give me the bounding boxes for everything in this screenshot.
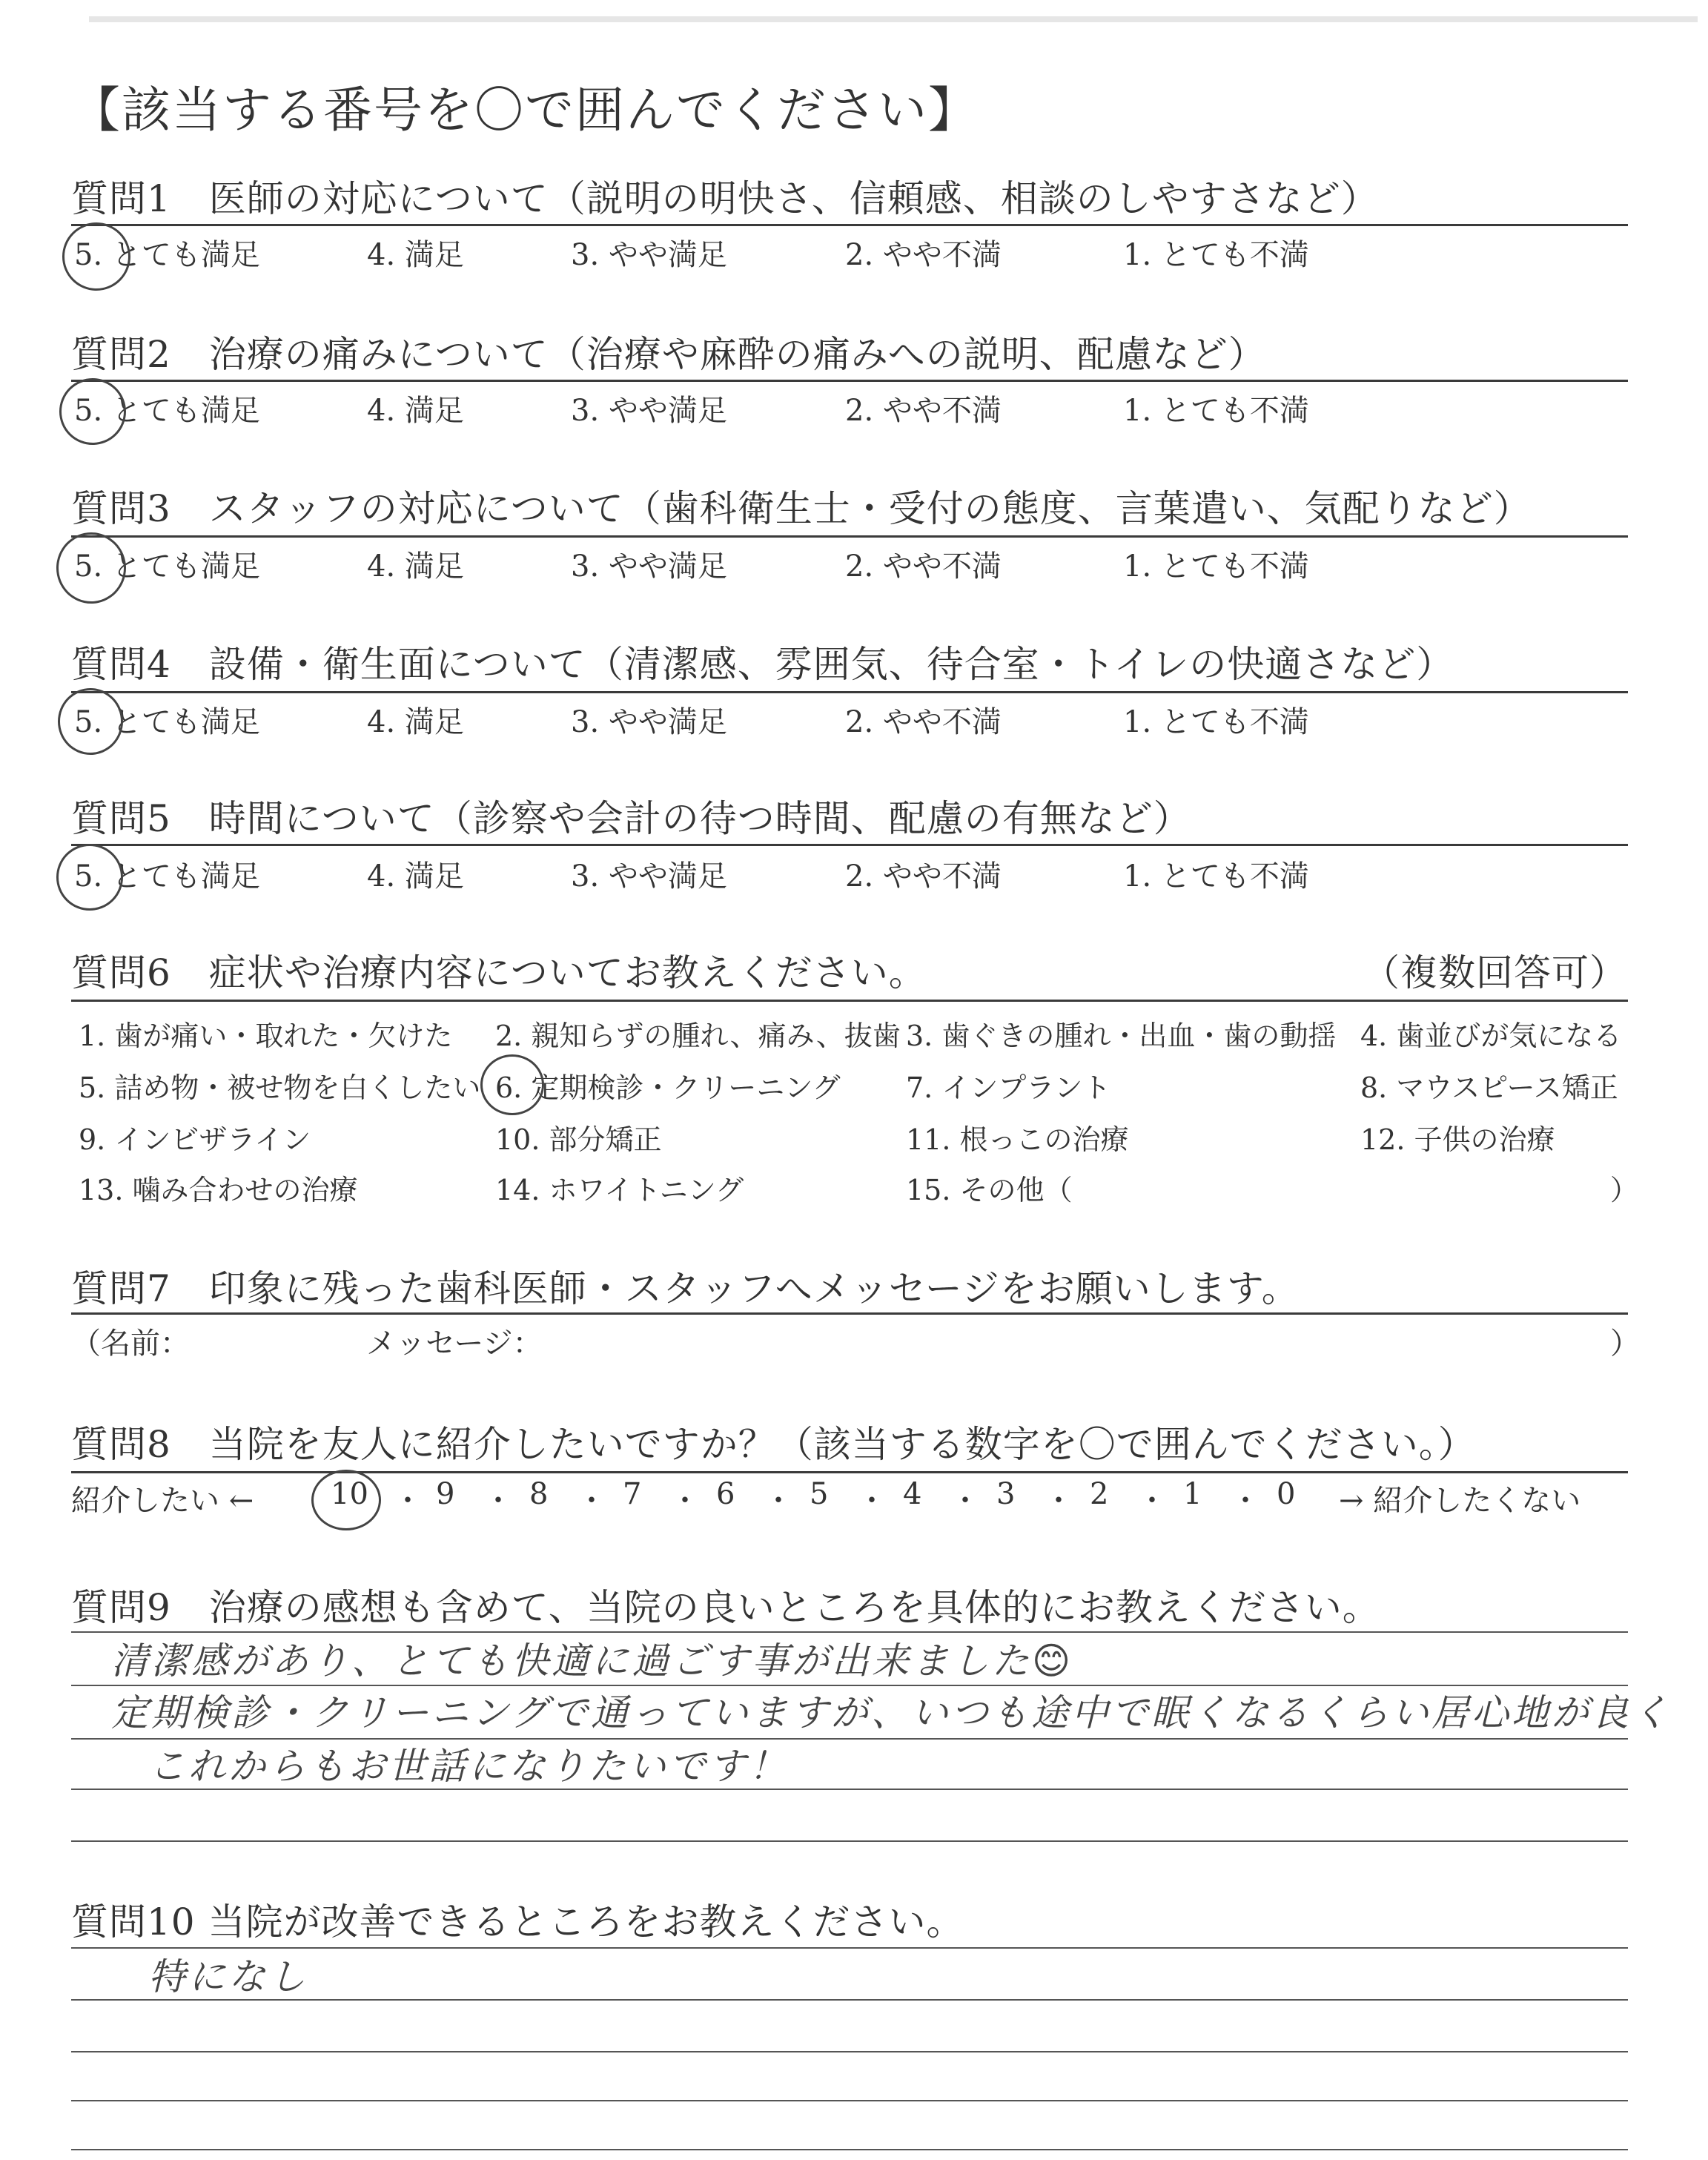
- q8-score-3[interactable]: 3: [996, 1477, 1016, 1511]
- q1-answer-circle: [62, 222, 130, 291]
- question-3-rule: [71, 535, 1628, 538]
- q3-option-2[interactable]: 2. やや不満: [845, 549, 1002, 584]
- q8-score-5[interactable]: 5: [810, 1477, 829, 1511]
- q5-option-3[interactable]: 3. やや満足: [571, 859, 727, 894]
- q1-option-2[interactable]: 2. やや不満: [845, 238, 1002, 272]
- q6-item-15[interactable]: 15. その他（: [906, 1174, 1073, 1206]
- q8-score-4[interactable]: 4: [903, 1477, 922, 1511]
- q8-separator: ・: [857, 1484, 887, 1518]
- q8-separator: ・: [1137, 1484, 1167, 1518]
- q6-item-1[interactable]: 1. 歯が痛い・取れた・欠けた: [79, 1020, 453, 1052]
- q6-item-6[interactable]: 6. 定期検診・クリーニング: [495, 1071, 841, 1104]
- q3-option-4[interactable]: 4. 満足: [367, 549, 464, 584]
- q5-option-2[interactable]: 2. やや不満: [845, 859, 1002, 894]
- q10-writing-line: [71, 2100, 1628, 2101]
- q6-item-2[interactable]: 2. 親知らずの腫れ、痛み、抜歯: [495, 1020, 901, 1052]
- q7-message-label: メッセージ：: [366, 1327, 543, 1361]
- question-8-rule: [71, 1471, 1628, 1473]
- q9-handwritten-answer-line-1: 清潔感があり、とても快適に過ごす事が出来ました😊: [111, 1639, 1074, 1682]
- q8-separator: ・: [670, 1484, 700, 1518]
- q8-separator: ・: [577, 1484, 606, 1518]
- q2-option-2[interactable]: 2. やや不満: [845, 394, 1002, 428]
- q8-separator: ・: [1044, 1484, 1073, 1518]
- q4-option-3[interactable]: 3. やや満足: [571, 705, 727, 739]
- question-6-note: （複数回答可）: [1363, 951, 1627, 994]
- q3-option-5[interactable]: 5. とても満足: [74, 549, 260, 584]
- question-7-title: 質問7 印象に残った歯科医師・スタッフへメッセージをお願いします。: [71, 1267, 1300, 1310]
- q4-option-4[interactable]: 4. 満足: [367, 705, 464, 739]
- question-1-title: 質問1 医師の対応について（説明の明快さ、信頼感、相談のしやすさなど）: [71, 177, 1379, 220]
- q8-separator: ・: [483, 1484, 513, 1518]
- q8-score-0[interactable]: 0: [1277, 1477, 1296, 1511]
- q6-other-close-paren: ）: [1610, 1174, 1639, 1206]
- q8-right-label: → 紹介したくない: [1339, 1484, 1581, 1518]
- question-1-rule: [71, 224, 1628, 226]
- q9-writing-line: [71, 1840, 1628, 1842]
- q2-option-3[interactable]: 3. やや満足: [571, 394, 727, 428]
- question-7-rule: [71, 1312, 1628, 1315]
- q6-item-12[interactable]: 12. 子供の治療: [1360, 1123, 1555, 1156]
- q10-writing-line: [71, 2051, 1628, 2052]
- q5-option-1[interactable]: 1. とても不満: [1123, 859, 1309, 894]
- q4-option-5[interactable]: 5. とても満足: [74, 705, 260, 739]
- q8-separator: ・: [1231, 1484, 1260, 1518]
- q8-score-2[interactable]: 2: [1090, 1477, 1109, 1511]
- q6-item-13[interactable]: 13. 噛み合わせの治療: [79, 1174, 358, 1206]
- q10-writing-line: [71, 2149, 1628, 2150]
- q8-score-6[interactable]: 6: [716, 1477, 735, 1511]
- question-4-rule: [71, 691, 1628, 693]
- scan-top-edge: [89, 16, 1698, 22]
- q2-option-5[interactable]: 5. とても満足: [74, 394, 260, 428]
- q1-option-5[interactable]: 5. とても満足: [74, 238, 260, 272]
- q6-item-3[interactable]: 3. 歯ぐきの腫れ・出血・歯の動揺: [906, 1020, 1337, 1052]
- q7-name-label: （名前：: [71, 1327, 190, 1361]
- q8-separator: ・: [764, 1484, 793, 1518]
- question-5-title: 質問5 時間について（診察や会計の待つ時間、配慮の有無など）: [71, 797, 1191, 840]
- q6-item-11[interactable]: 11. 根っこの治療: [906, 1123, 1129, 1156]
- question-8-title: 質問8 当院を友人に紹介したいですか？（該当する数字を〇で囲んでください。）: [71, 1423, 1476, 1466]
- q2-option-4[interactable]: 4. 満足: [367, 394, 464, 428]
- q8-separator: ・: [393, 1484, 423, 1518]
- q8-separator: ・: [950, 1484, 980, 1518]
- question-4-title: 質問4 設備・衛生面について（清潔感、雰囲気、待合室・トイレの快適さなど）: [71, 643, 1454, 686]
- q3-option-3[interactable]: 3. やや満足: [571, 549, 727, 584]
- q6-item-8[interactable]: 8. マウスピース矯正: [1360, 1071, 1618, 1104]
- question-6-title: 質問6 症状や治療内容についてお教えください。: [71, 951, 927, 994]
- q3-option-1[interactable]: 1. とても不満: [1123, 549, 1309, 584]
- q8-score-7[interactable]: 7: [623, 1477, 642, 1511]
- q8-score-1[interactable]: 1: [1183, 1477, 1202, 1511]
- q5-answer-circle: [56, 844, 123, 911]
- question-6-rule: [71, 1000, 1628, 1002]
- q6-answer-circle: [480, 1054, 544, 1115]
- q10-handwritten-answer: 特になし: [148, 1955, 308, 1998]
- q6-item-14[interactable]: 14. ホワイトニング: [495, 1174, 744, 1206]
- q8-answer-circle: [311, 1470, 381, 1530]
- q6-item-7[interactable]: 7. インプラント: [906, 1071, 1111, 1104]
- q4-option-1[interactable]: 1. とても不満: [1123, 705, 1309, 739]
- q7-close-paren: ）: [1610, 1327, 1640, 1361]
- question-10-title: 質問10 当院が改善できるところをお教えください。: [71, 1900, 964, 1943]
- q2-option-1[interactable]: 1. とても不満: [1123, 394, 1309, 428]
- page-title: 【該当する番号を〇で囲んでください】: [71, 82, 979, 139]
- q4-option-2[interactable]: 2. やや不満: [845, 705, 1002, 739]
- q9-handwritten-answer-line-2: 定期検診・クリーニングで通っていますが、いつも途中で眠くなるくらい居心地が良く: [111, 1691, 1672, 1734]
- q9-handwritten-answer-line-3: これからもお世話になりたいです！: [148, 1745, 789, 1788]
- q6-item-4[interactable]: 4. 歯並びが気になる: [1360, 1020, 1622, 1052]
- q1-option-1[interactable]: 1. とても不満: [1123, 238, 1309, 272]
- q8-score-8[interactable]: 8: [529, 1477, 549, 1511]
- q8-score-10[interactable]: 10: [331, 1477, 368, 1511]
- q8-score-9[interactable]: 9: [436, 1477, 455, 1511]
- q5-option-5[interactable]: 5. とても満足: [74, 859, 260, 894]
- q1-option-4[interactable]: 4. 満足: [367, 238, 464, 272]
- q3-answer-circle: [56, 532, 126, 604]
- q6-item-10[interactable]: 10. 部分矯正: [495, 1123, 662, 1156]
- q6-item-9[interactable]: 9. インビザライン: [79, 1123, 311, 1156]
- question-9-title: 質問9 治療の感想も含めて、当院の良いところを具体的にお教えください。: [71, 1586, 1380, 1629]
- q8-left-label: 紹介したい ←: [71, 1484, 254, 1518]
- question-2-title: 質問2 治療の痛みについて（治療や麻酔の痛みへの説明、配慮など）: [71, 333, 1266, 376]
- q4-answer-circle: [58, 688, 123, 755]
- question-2-rule: [71, 380, 1628, 382]
- q2-answer-circle: [59, 378, 126, 445]
- question-5-rule: [71, 844, 1628, 846]
- q1-option-3[interactable]: 3. やや満足: [571, 238, 727, 272]
- q5-option-4[interactable]: 4. 満足: [367, 859, 464, 894]
- question-3-title: 質問3 スタッフの対応について（歯科衛生士・受付の態度、言葉遣い、気配りなど）: [71, 487, 1532, 530]
- q6-item-5[interactable]: 5. 詰め物・被せ物を白くしたい: [79, 1071, 481, 1104]
